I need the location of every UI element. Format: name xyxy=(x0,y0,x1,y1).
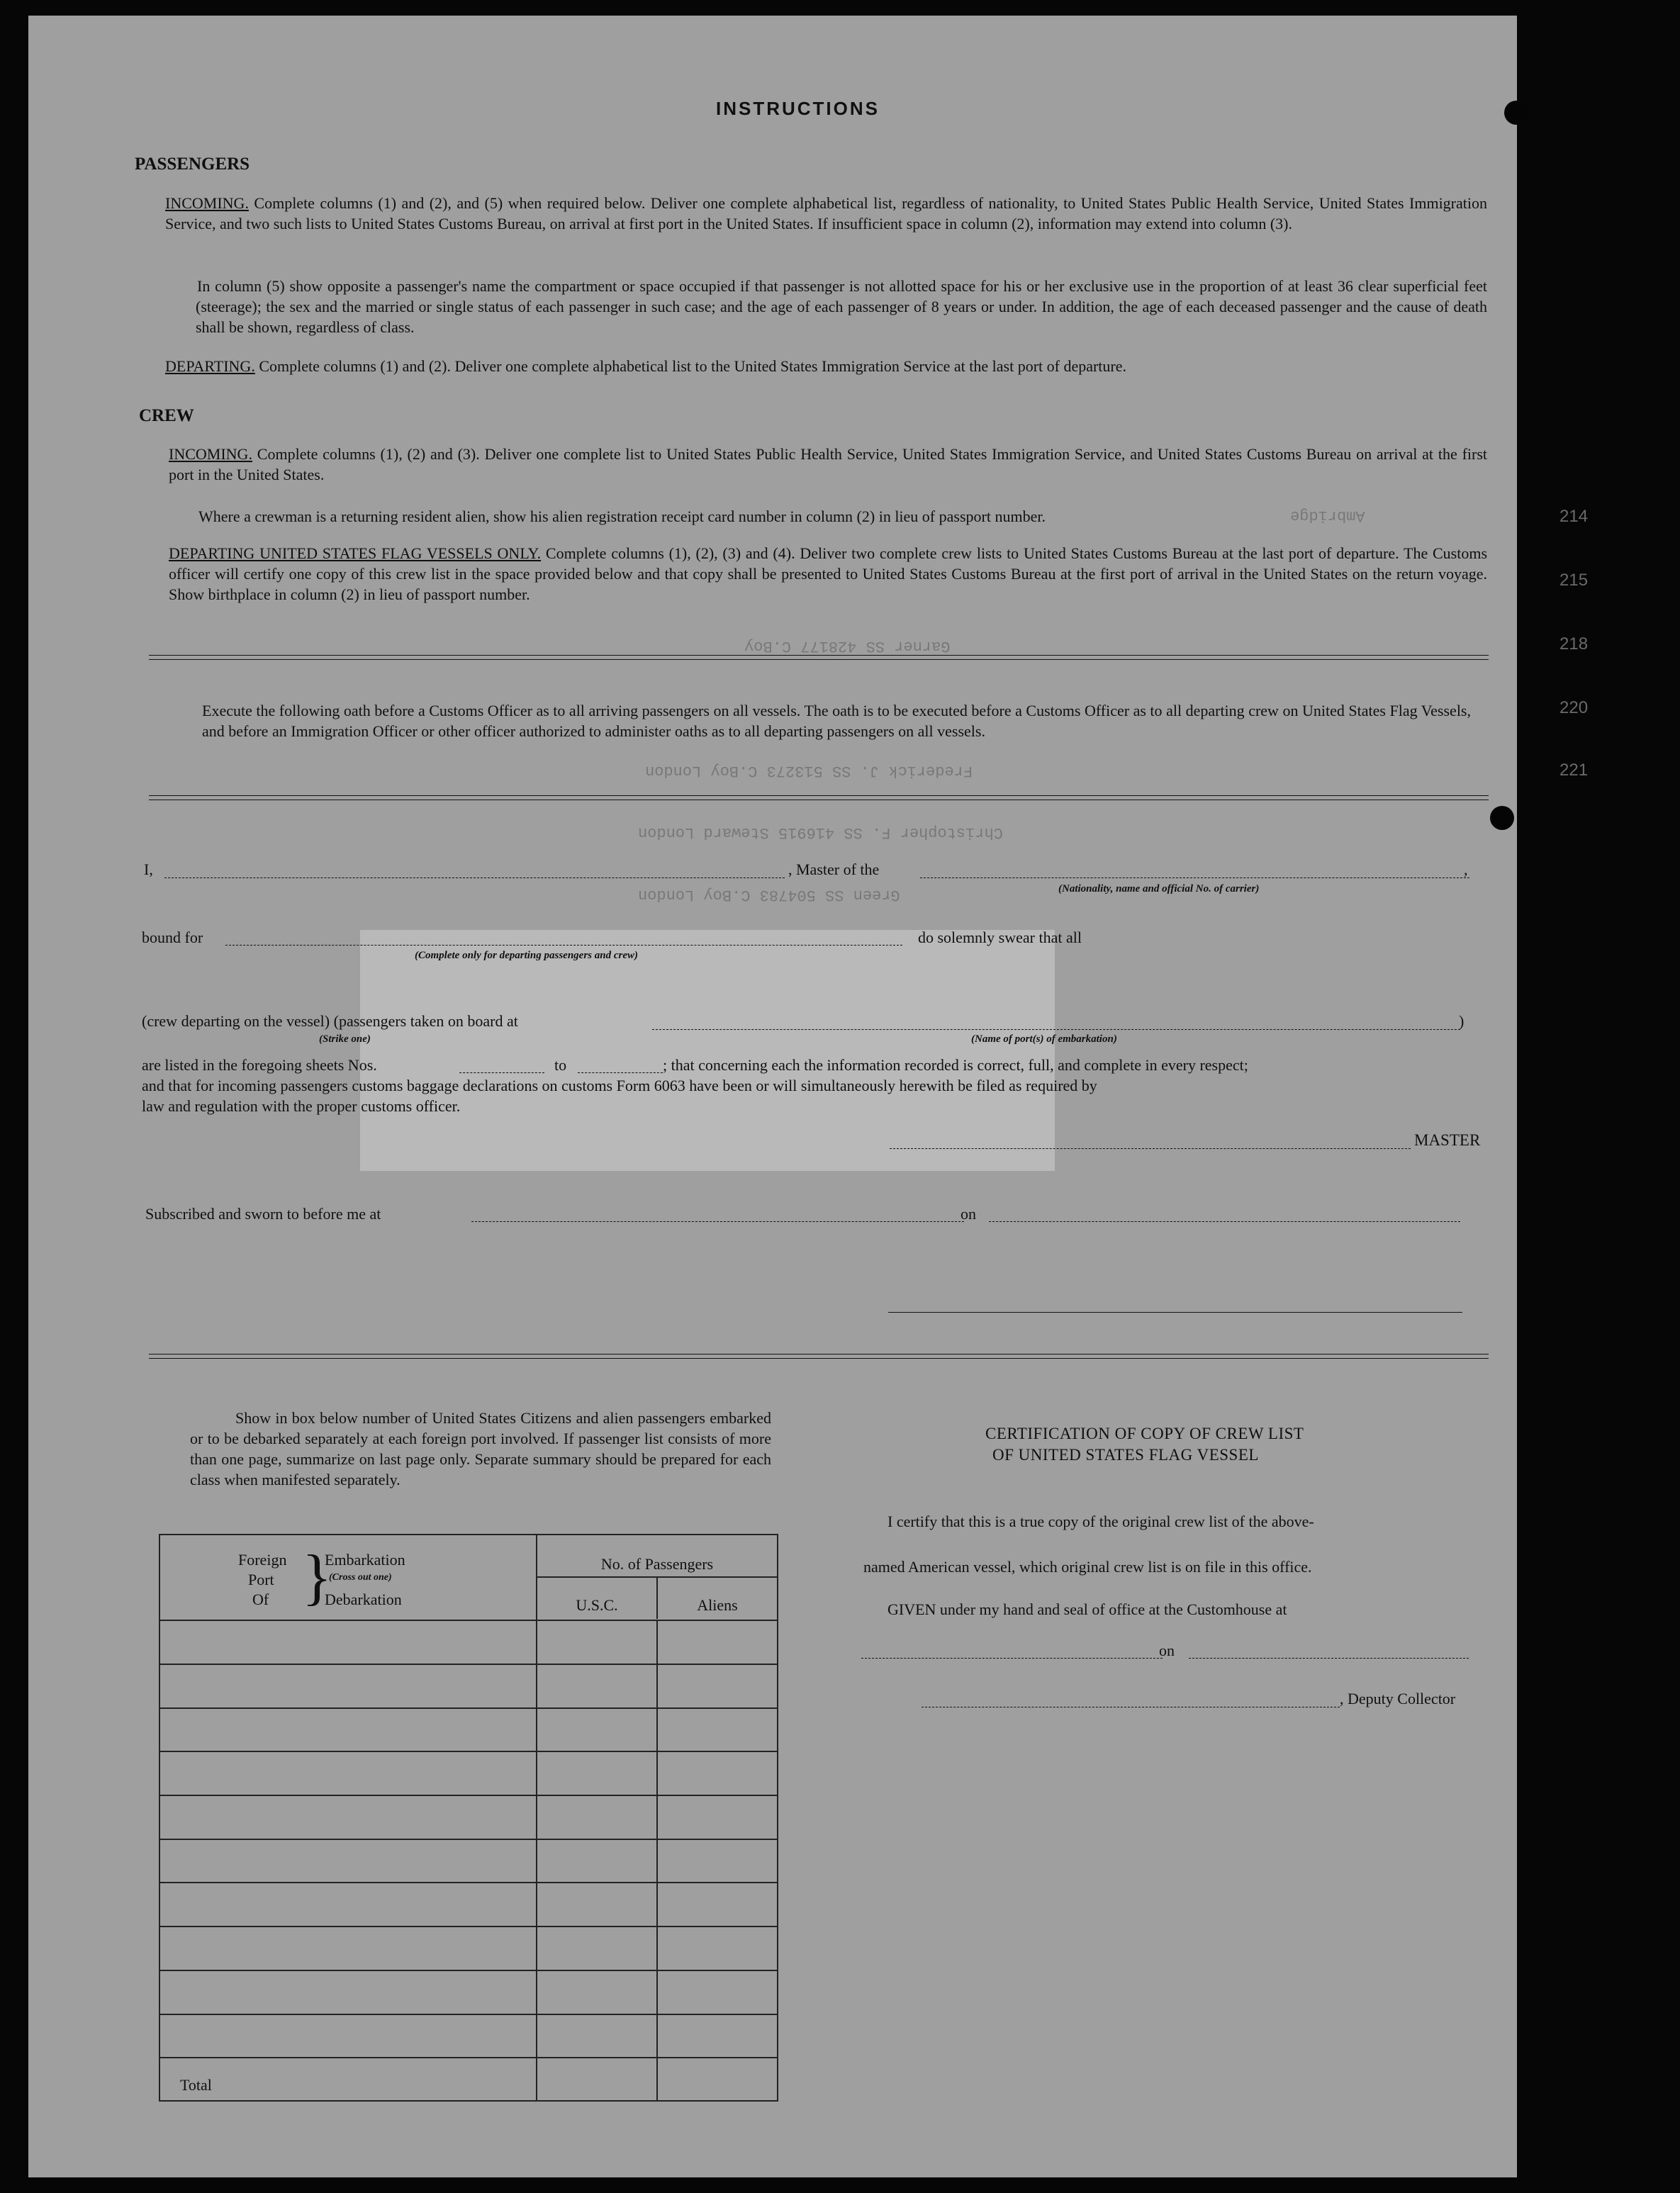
divider xyxy=(149,795,1489,796)
col-usc: U.S.C. xyxy=(576,1596,618,1614)
crew-departing-text: (crew departing on the vessel) (passengers taken on board at xyxy=(142,1012,518,1030)
crew-departing-paragraph xyxy=(169,543,1487,605)
subscribed-label: Subscribed and sworn to before me at xyxy=(145,1205,381,1223)
table-row[interactable] xyxy=(159,1620,778,1664)
crew-heading: CREW xyxy=(139,406,194,425)
cert-line-2: named American vessel, which original crew list is on file in this office. xyxy=(863,1558,1312,1576)
col-of: Of xyxy=(252,1591,269,1608)
passengers-incoming-paragraph xyxy=(165,193,1487,234)
deputy-collector-label: , Deputy Collector xyxy=(1340,1690,1456,1707)
on-label: on xyxy=(961,1205,976,1223)
embarkation-port-field[interactable] xyxy=(652,1029,1460,1030)
summary-instructions: Show in box below number of United States Citizens and alien passengers embarked or to be debarked separately at each foreign port involved. If passenger list consists of more than one page, summarize on last page only. Separate summary should be prepared for each class when manifested separately. xyxy=(190,1409,771,1488)
master-of-label: , Master of the xyxy=(788,860,880,878)
table-row[interactable] xyxy=(159,1751,778,1795)
document-page xyxy=(28,16,1517,2177)
close-paren: ) xyxy=(1459,1012,1465,1030)
master-signature-field[interactable] xyxy=(890,1148,1411,1149)
table-row[interactable] xyxy=(159,1970,778,2014)
cert-heading-2: OF UNITED STATES FLAG VESSEL xyxy=(992,1446,1259,1464)
cert-place-field[interactable] xyxy=(861,1658,1163,1659)
subscribed-place-field[interactable] xyxy=(471,1221,964,1222)
margin-number: 214 xyxy=(1559,507,1589,526)
swear-text: do solemnly swear that all xyxy=(918,929,1082,946)
bound-caption: (Complete only for departing passengers and crew) xyxy=(415,950,638,961)
vessel-field[interactable] xyxy=(920,877,1469,878)
ghost-text: Frederick J. SS 513273 C.Boy London xyxy=(645,762,973,780)
col-port: Port xyxy=(248,1571,274,1588)
departing-text: Complete columns (1) and (2). Deliver one complete alphabetical list to the United States Immigration Service at the last port of departure. xyxy=(259,357,1127,375)
crew-incoming-paragraph xyxy=(169,444,1487,485)
col-no-passengers: No. of Passengers xyxy=(600,1555,714,1573)
to-label: to xyxy=(554,1056,567,1074)
sheet-to-field[interactable] xyxy=(578,1072,663,1073)
oath-intro: Execute the following oath before a Customs Officer as to all arriving passengers on all vessels. The oath is to be executed before a Customs Officer as to all departing crew on United States Flag Vessels, and before an Immigration Officer or other officer authorized to administer oaths as to all departing passengers on all vessels. xyxy=(202,702,1471,740)
table-row[interactable] xyxy=(159,1708,778,1752)
passenger-summary-table xyxy=(159,1534,778,2102)
punch-hole-icon xyxy=(1504,101,1528,125)
comma: , xyxy=(1464,860,1468,878)
cert-line-3: GIVEN under my hand and seal of office at the Customhouse at xyxy=(887,1600,1287,1618)
strike-one-caption: (Strike one) xyxy=(319,1033,371,1045)
departing-label: DEPARTING. xyxy=(165,357,255,375)
port-header-cell xyxy=(159,1535,537,1620)
passengers-heading: PASSENGERS xyxy=(135,155,250,174)
table-row[interactable] xyxy=(159,1795,778,1839)
divider xyxy=(149,1358,1489,1359)
cert-heading-1: CERTIFICATION OF COPY OF CREW LIST xyxy=(985,1425,1304,1442)
margin-number: 221 xyxy=(1559,761,1589,780)
margin-number: 215 xyxy=(1559,571,1589,590)
col-foreign: Foreign xyxy=(238,1551,287,1569)
ghost-text: Garner SS 428177 C.Boy xyxy=(744,637,951,655)
incoming-label: INCOMING. xyxy=(165,194,249,212)
punch-hole-icon xyxy=(1490,806,1514,830)
crew-incoming-text: Complete columns (1), (2) and (3). Deliver one complete list to United States Public Health Service, United States Immigration Service, and United States Customs Bureau on arrival at the first port in the United States. xyxy=(169,445,1488,483)
officer-signature-line[interactable] xyxy=(888,1312,1462,1313)
master-name-field[interactable] xyxy=(164,877,785,878)
crew-departing-label: DEPARTING UNITED STATES FLAG VESSELS ONLY. xyxy=(169,544,542,562)
table-row[interactable] xyxy=(159,1839,778,1883)
bound-for-label: bound for xyxy=(142,929,203,946)
port-caption: (Name of port(s) of embarkation) xyxy=(971,1033,1117,1045)
column5-paragraph: In column (5) show opposite a passenger's name the compartment or space occupied if that passenger is not allotted space for his or her exclusive use in the proportion of at least 36 clear superficial feet (steerage); the sex and the married or single status of each passenger in such case; and the age of each passenger of 8 years or under. In addition, the age of each deceased passenger and the cause of death shall be shown, regardless of class. xyxy=(196,277,1487,336)
listed-suffix: ; that concerning each the information recorded is correct, full, and complete in every respect; xyxy=(663,1056,1248,1074)
table-row[interactable] xyxy=(159,1664,778,1708)
margin-number: 218 xyxy=(1559,634,1589,654)
resident-alien-text: Where a crewman is a returning resident alien, show his alien registration receipt card number in column (2) in lieu of passport number. xyxy=(198,507,1046,525)
table-row[interactable] xyxy=(159,1883,778,1926)
vessel-caption: (Nationality, name and official No. of carrier) xyxy=(1058,883,1260,894)
master-signature-label: MASTER xyxy=(1414,1131,1481,1149)
listed-line3: law and regulation with the proper customs officer. xyxy=(142,1097,461,1115)
cert-date-field[interactable] xyxy=(1189,1658,1469,1659)
table-row[interactable] xyxy=(159,2014,778,2058)
col-cross: (Cross out one) xyxy=(329,1572,392,1583)
table-header-row xyxy=(159,1535,778,1620)
margin-number: 220 xyxy=(1559,698,1589,717)
incoming-text: Complete columns (1) and (2), and (5) when required below. Deliver one complete alphabetical list, regardless of nationality, to United States Public Health Service, United States Immigration Service, and two such lists to United States Customs Bureau, on arrival at first port in the United States. If insufficient space in column (2), information may extend into column (3). xyxy=(165,194,1488,232)
oath-i-label: I, xyxy=(144,860,153,878)
total-row[interactable] xyxy=(159,2058,778,2101)
cert-line-1: I certify that this is a true copy of the original crew list of the above- xyxy=(887,1513,1314,1530)
total-label: Total xyxy=(159,2058,537,2101)
ghost-text: Christopher F. SS 416915 Steward London xyxy=(638,824,1003,841)
col-embarkation: Embarkation xyxy=(325,1551,405,1569)
brace-icon: } xyxy=(302,1543,332,1612)
cert-on-label: on xyxy=(1159,1642,1175,1659)
bound-for-field[interactable] xyxy=(225,945,902,946)
listed-line2: and that for incoming passengers customs baggage declarations on customs Form 6063 have been or will simultaneously herewith be filed as required by xyxy=(142,1077,1097,1094)
ghost-text: Ambridge xyxy=(1290,507,1365,525)
col-aliens: Aliens xyxy=(697,1596,738,1614)
ghost-text: Green SS 504783 C.Boy London xyxy=(638,886,900,904)
sheet-from-field[interactable] xyxy=(459,1072,544,1073)
passengers-departing-paragraph xyxy=(165,356,1487,376)
crew-departing-text: Complete columns (1), (2), (3) and (4). Deliver two complete crew lists to United States Customs Bureau at the last port of departure. The Customs officer will certify one copy of this crew list in the space provided below and that copy shall be presented to United States Customs Bureau at the first port of arrival in the United States on the return voyage. Show birthplace in column (2) in lieu of passport number. xyxy=(169,544,1488,603)
divider xyxy=(149,659,1489,660)
table-row[interactable] xyxy=(159,1926,778,1970)
subscribed-date-field[interactable] xyxy=(989,1221,1460,1222)
scan-patch xyxy=(360,930,1055,1171)
col-debarkation: Debarkation xyxy=(325,1591,402,1608)
no-passengers-header-cell xyxy=(537,1535,778,1620)
divider xyxy=(149,655,1489,656)
page-title: INSTRUCTIONS xyxy=(716,98,880,119)
listed-prefix: are listed in the foregoing sheets Nos. xyxy=(142,1056,377,1074)
crew-incoming-label: INCOMING. xyxy=(169,445,252,463)
